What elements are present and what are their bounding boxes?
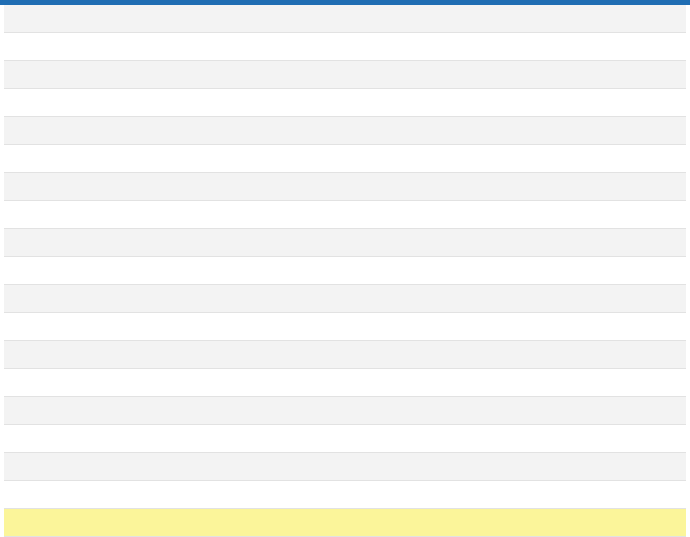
param-value	[300, 229, 686, 257]
param-label	[4, 285, 253, 313]
param-unit	[253, 369, 300, 397]
param-value	[300, 257, 686, 285]
section-title	[4, 313, 686, 341]
param-label	[4, 425, 253, 453]
param-unit	[253, 229, 300, 257]
table-row	[4, 341, 686, 369]
param-unit	[253, 285, 300, 313]
table-row	[4, 117, 686, 145]
table-row	[4, 173, 686, 201]
param-unit	[253, 117, 300, 145]
table-row	[4, 33, 686, 61]
param-label	[4, 61, 253, 89]
param-label	[4, 201, 253, 229]
param-label	[4, 397, 253, 425]
table-row	[4, 481, 686, 509]
param-unit	[253, 453, 300, 481]
param-label	[4, 509, 253, 537]
param-label	[4, 33, 253, 61]
spec-table	[4, 5, 686, 537]
table-row	[4, 369, 686, 397]
param-label	[4, 89, 253, 117]
param-unit	[253, 61, 300, 89]
table-row	[4, 285, 686, 313]
highlighted-row	[4, 509, 686, 537]
table-row	[4, 229, 686, 257]
table-row	[4, 425, 686, 453]
section-title	[4, 5, 686, 33]
param-label	[4, 257, 253, 285]
param-value	[300, 481, 686, 509]
param-unit	[253, 201, 300, 229]
param-unit	[253, 397, 300, 425]
param-label	[4, 369, 253, 397]
table-row	[4, 145, 686, 173]
param-label	[4, 341, 253, 369]
section-header-row	[4, 5, 686, 33]
param-value	[300, 89, 686, 117]
table-row	[4, 61, 686, 89]
param-unit	[253, 145, 300, 173]
param-value	[300, 341, 686, 369]
param-label	[4, 173, 253, 201]
param-value	[300, 453, 686, 481]
param-value	[300, 425, 686, 453]
param-value	[300, 369, 686, 397]
param-unit	[253, 341, 300, 369]
param-value	[300, 173, 686, 201]
param-label	[4, 453, 253, 481]
param-unit	[253, 509, 300, 537]
param-label	[4, 145, 253, 173]
param-unit	[253, 481, 300, 509]
section-header-row	[4, 313, 686, 341]
param-value	[300, 397, 686, 425]
param-unit	[253, 425, 300, 453]
param-value	[300, 201, 686, 229]
param-label	[4, 481, 253, 509]
param-unit	[253, 33, 300, 61]
param-value	[300, 33, 686, 61]
param-unit	[253, 257, 300, 285]
param-value	[300, 145, 686, 173]
param-value	[300, 61, 686, 89]
param-value	[300, 509, 686, 537]
param-unit	[253, 173, 300, 201]
table-row	[4, 397, 686, 425]
table-row	[4, 453, 686, 481]
table-row	[4, 201, 686, 229]
param-unit	[253, 89, 300, 117]
table-row	[4, 257, 686, 285]
param-label	[4, 117, 253, 145]
param-label	[4, 229, 253, 257]
table-row	[4, 89, 686, 117]
param-value	[300, 285, 686, 313]
spec-table-body	[4, 5, 686, 537]
param-value	[300, 117, 686, 145]
